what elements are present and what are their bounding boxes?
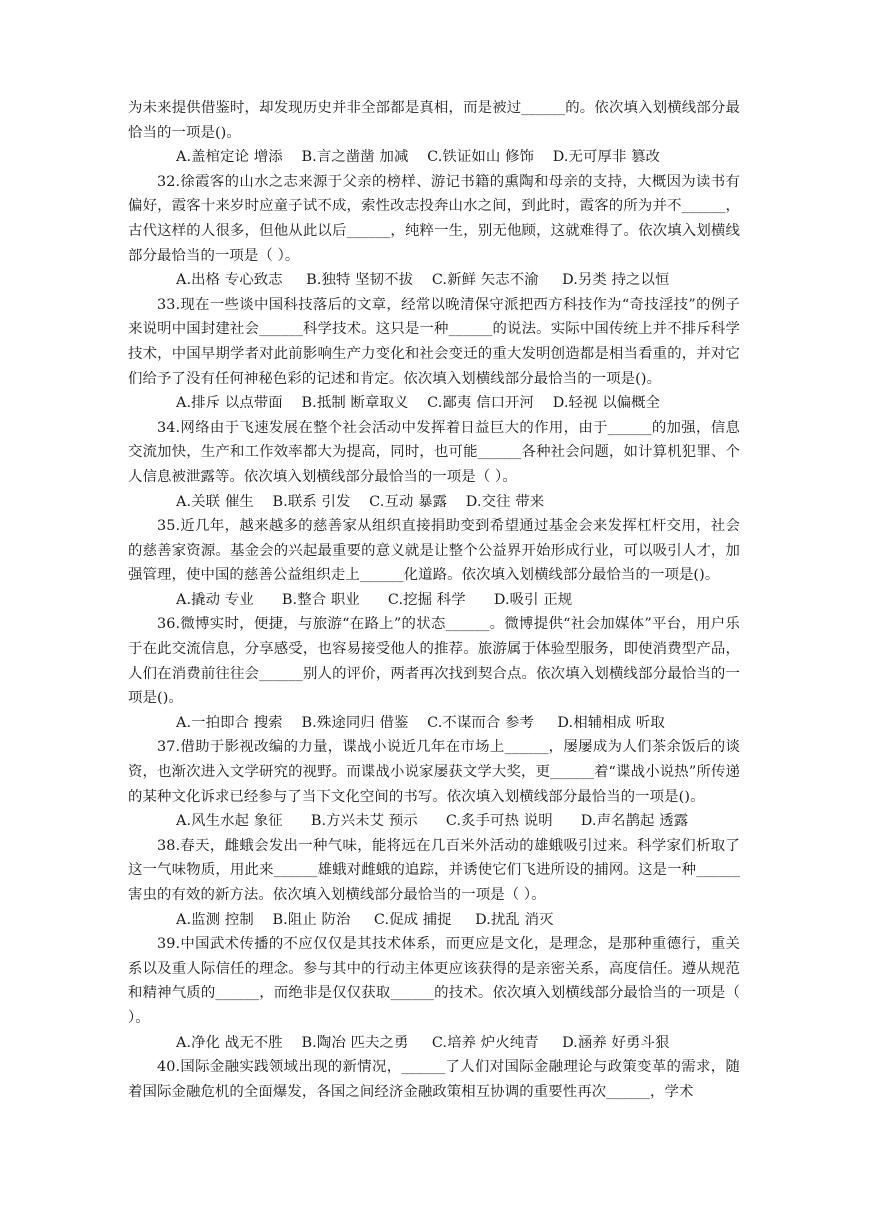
paragraph-q31-end: 为未来提供借鉴时，却发现历史并非全部都是真相，而是被过______的。依次填入划横线部分最恰当的一项是()。: [128, 100, 740, 141]
options-q38: A.监测 控制 B.阻止 防治 C.促成 捕捉 D.扰乱 消灭: [176, 911, 554, 928]
question-39: 39.中国武术传播的不应仅仅是其技术体系，而更应是文化，是理念，是那种重德行，重关系以及重人际信任的理念。参与其中的行动主体更应该获得的是亲密关系，高度信任。遵从规范和精神气质的______，而绝非是仅仅获取______的技术。依次填入划横线部分最恰当的一项是（ ）。: [128, 936, 740, 1026]
options-q34: A.关联 催生 B.联系 引发 C.互动 暴露 D.交往 带来: [176, 493, 545, 510]
options-q31: A.盖棺定论 增添 B.言之凿凿 加减 C.铁证如山 修饰 D.无可厚非 篡改: [176, 149, 661, 166]
question-32: 32.徐霞客的山水之志来源于父亲的榜样、游记书籍的熏陶和母亲的支持，大概因为读书有偏好，霞客十来岁时应童子试不成，索性改志投奔山水之间，到此时，霞客的所为并不______，古代这样的人很多，但他从此以后______，纯粹一生，别无他顾，这就难得了。依次填入划横线部分最恰当的一项是（ ）。: [128, 173, 740, 264]
question-33: 33.现在一些谈中国科技落后的文章，经常以晚清保守派把西方科技作为“奇技淫技”的例子来说明中国封建社会______科学技术。这只是一种______的说法。实际中国传统上并不排斥科学技术，中国早期学者对此前影响生产力变化和社会变迁的重大发明创造都是相当看重的，并对它们给予了没有任何神秘色彩的记述和肯定。依次填入划横线部分最恰当的一项是()。: [128, 296, 740, 387]
document-page: [128, 96, 740, 1104]
options-q32: A.出格 专心致志 B.独特 坚韧不拔 C.新鲜 矢志不渝 D.另类 持之以恒: [176, 272, 670, 289]
options-q35: A.撬动 专业 B.整合 职业 C.挖掘 科学 D.吸引 正规: [176, 591, 573, 608]
question-34: 34.网络由于飞速发展在整个社会活动中发挥着日益巨大的作用，由于______的加强，信息交流加快，生产和工作效率都大为提高，同时，也可能______各种社会问题，如计算机犯罪、个人信息被泄露等。依次填入划横线部分最恰当的一项是（ ）。: [128, 419, 740, 485]
question-36: 36.微博实时，便捷，与旅游“在路上”的状态______。微博提供“社会加媒体”平台，用户乐于在此交流信息，分享感受，也容易接受他人的推荐。旅游属于体验型服务，即使消费型产品，人们在消费前往往会______别人的评价，两者再次找到契合点。依次填入划横线部分最恰当的一项是()。: [128, 616, 740, 707]
options-q36: A.一拍即合 搜索 B.殊途同归 借鉴 C.不谋而合 参考 D.相辅相成 听取: [176, 714, 665, 731]
options-q33: A.排斥 以点带面 B.抵制 断章取义 C.鄙夷 信口开河 D.轻视 以偏概全: [176, 395, 661, 412]
question-38: 38.春天，雌蛾会发出一种气味，能将远在几百米外活动的雄蛾吸引过来。科学家们析取了这一气味物质，用此来______雄蛾对雌蛾的追踪，并诱使它们飞进所设的捕网。这是一种______害虫的有效的新方法。依次填入划横线部分最恰当的一项是（ ）。: [128, 837, 740, 903]
question-37: 37.借助于影视改编的力量，谍战小说近几年在市场上______，屡屡成为人们茶余饭后的谈资，也渐次进入文学研究的视野。而谍战小说家屡获文学大奖，更______着“谍战小说热”所传递的某种文化诉求已经参与了当下文化空间的书写。依次填入划横线部分最恰当的一项是()。: [128, 739, 740, 805]
options-q39: A.净化 战无不胜 B.陶冶 匹夫之勇 C.培养 炉火纯青 D.涵养 好勇斗狠: [176, 1034, 670, 1051]
question-35: 35.近几年，越来越多的慈善家从组织直接捐助变到希望通过基金会来发挥杠杆交用，社会的慈善家资源。基金会的兴起最重要的意义就是让整个公益界开始形成行业，可以吸引人才，加强管理，使中国的慈善公益组织走上______化道路。依次填入划横线部分最恰当的一项是()。: [128, 518, 740, 584]
question-40: 40.国际金融实践领域出现的新情况，______了人们对国际金融理论与政策变革的需求，随着国际金融危机的全面爆发，各国之间经济金融政策相互协调的重要性再次______，学术: [128, 1059, 740, 1100]
options-q37: A.风生水起 象征 B.方兴未艾 预示 C.炙手可热 说明 D.声名鹊起 透露: [176, 813, 689, 830]
